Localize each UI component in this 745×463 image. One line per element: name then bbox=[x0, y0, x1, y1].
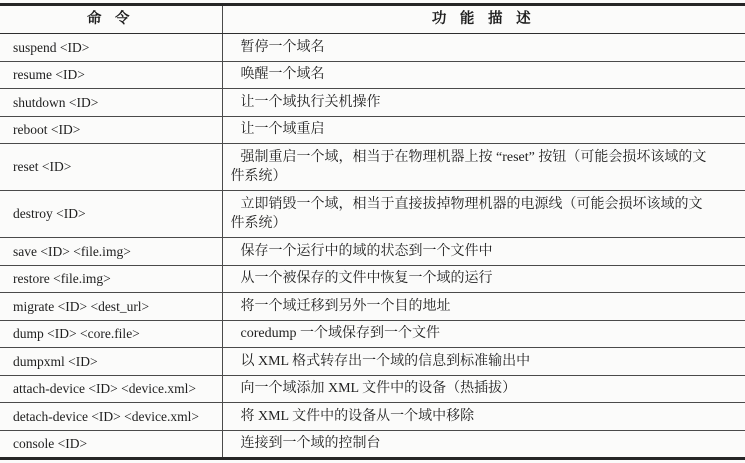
table-row bbox=[0, 293, 745, 321]
table-row bbox=[0, 320, 745, 348]
table-row bbox=[0, 348, 745, 376]
table-row bbox=[0, 375, 745, 403]
description-cell: 将 XML 文件中的设备从一个域中移除 bbox=[222, 403, 745, 431]
description-cell: 从一个被保存的文件中恢复一个域的运行 bbox=[222, 265, 745, 293]
table-row bbox=[0, 116, 745, 144]
command-cell: reboot <ID> bbox=[0, 116, 222, 144]
command-cell: reset <ID> bbox=[0, 144, 222, 191]
table-row bbox=[0, 34, 745, 62]
command-cell: detach-device <ID> <device.xml> bbox=[0, 403, 222, 431]
description-cell: 保存一个运行中的域的状态到一个文件中 bbox=[222, 238, 745, 266]
command-cell: restore <file.img> bbox=[0, 265, 222, 293]
description-column-header: 功 能 描 述 bbox=[222, 5, 745, 34]
table-body bbox=[0, 34, 745, 459]
header-row bbox=[0, 5, 745, 34]
command-cell: dump <ID> <core.file> bbox=[0, 320, 222, 348]
command-cell: console <ID> bbox=[0, 430, 222, 459]
description-cell: 向一个域添加 XML 文件中的设备（热插拔） bbox=[222, 375, 745, 403]
command-column-header: 命 令 bbox=[0, 5, 222, 34]
table-row bbox=[0, 430, 745, 459]
table-row bbox=[0, 89, 745, 117]
description-cell: 唤醒一个域名 bbox=[222, 61, 745, 89]
table-row bbox=[0, 403, 745, 431]
description-cell: 将一个域迁移到另外一个目的地址 bbox=[222, 293, 745, 321]
table-row bbox=[0, 191, 745, 238]
description-cell: 强制重启一个域，相当于在物理机器上按 “reset” 按钮（可能会损坏该域的文件系统） bbox=[222, 144, 745, 191]
command-cell: destroy <ID> bbox=[0, 191, 222, 238]
command-cell: dumpxml <ID> bbox=[0, 348, 222, 376]
command-cell: suspend <ID> bbox=[0, 34, 222, 62]
command-cell: resume <ID> bbox=[0, 61, 222, 89]
description-cell: 让一个域执行关机操作 bbox=[222, 89, 745, 117]
table-row bbox=[0, 238, 745, 266]
description-cell: 让一个域重启 bbox=[222, 116, 745, 144]
description-cell: 以 XML 格式转存出一个域的信息到标准输出中 bbox=[222, 348, 745, 376]
command-cell: save <ID> <file.img> bbox=[0, 238, 222, 266]
command-cell: shutdown <ID> bbox=[0, 89, 222, 117]
description-cell: 连接到一个域的控制台 bbox=[222, 430, 745, 459]
table-row bbox=[0, 61, 745, 89]
description-cell: 立即销毁一个域，相当于直接拔掉物理机器的电源线（可能会损坏该域的文件系统） bbox=[222, 191, 745, 238]
description-cell: coredump 一个域保存到一个文件 bbox=[222, 320, 745, 348]
table-header bbox=[0, 5, 745, 34]
command-function-table bbox=[0, 3, 745, 460]
command-cell: migrate <ID> <dest_url> bbox=[0, 293, 222, 321]
command-cell: attach-device <ID> <device.xml> bbox=[0, 375, 222, 403]
table-row bbox=[0, 265, 745, 293]
description-cell: 暂停一个域名 bbox=[222, 34, 745, 62]
table-row bbox=[0, 144, 745, 191]
